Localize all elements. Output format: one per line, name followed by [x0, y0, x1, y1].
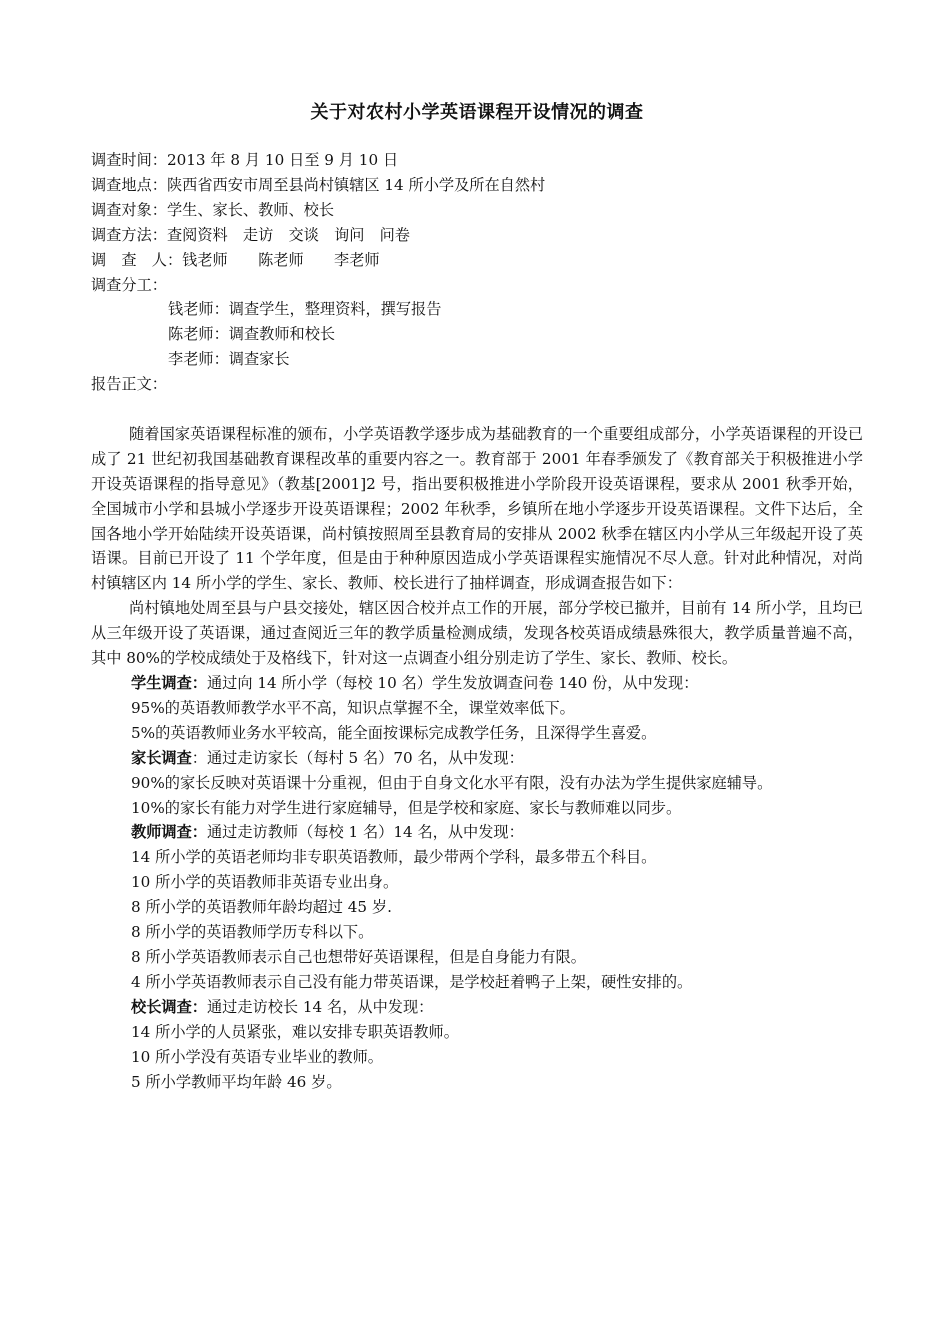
survey-method: 调查方法：查阅资料 走访 交谈 询问 问卷 — [91, 225, 410, 244]
student-survey-heading — [91, 671, 863, 696]
student-survey-label: 学生调查： — [131, 674, 207, 693]
principal-finding: 14 所小学的人员紧张，难以安排专职英语教师。 — [131, 1022, 459, 1041]
student-survey-intro: 通过向 14 所小学（每校 10 名）学生发放调查问卷 140 份，从中发现： — [206, 674, 699, 693]
body-paragraph-2: 尚村镇地处周至县与户县交接处，辖区因合校并点工作的开展，部分学校已撤并，目前有 14 所小学，且均已从三年级开设了英语课，通过查阅近三年的教学质量检测成绩，发现各校英语成绩悬殊很大，教学质量普遍不高，其中 80%的学校成绩处于及格线下，针对这一点调查小组分别走访了学生、家长、教师、校长。 — [91, 599, 863, 668]
survey-time: 调查时间：2013 年 8 月 10 日至 9 月 10 日 — [91, 151, 399, 169]
division-item: 李老师：调查家长 — [168, 350, 290, 369]
body-paragraph-1: 随着国家英语课程标准的颁布，小学英语教学逐步成为基础教育的一个重要组成部分，小学英语课程的开设已成了 21 世纪初我国基础教育课程改革的重要内容之一。教育部于 2001 年春季颁发了《教育部关于积极推进小学开设英语课程的指导意见》（教基[2001]2 号，指出要积极推进小学阶段开设英语课程，要求从 2001 秋季开始，全国城市小学和县城小学逐步开设英语课程；2002 年秋季，乡镇所在地小学逐步开设英语课程。文件下达后，全国各地小学开始陆续开设英语课，尚村镇按照周至县教育局的安排从 2002 秋季在辖区内小学从三年级起开设了英语课。目前已开设了 11 个学年度，但是由于种种原因造成小学英语课程实施情况不尽人意。针对此种情况，对尚村镇辖区内 14 所小学的学生、家长、教师、校长进行了抽样调查，形成调查报告如下： — [91, 424, 863, 593]
teacher-survey-label: 教师调查： — [131, 823, 207, 842]
spacer — [91, 397, 863, 422]
survey-place: 调查地点：陕西省西安市周至县尚村镇辖区 14 所小学及所在自然村 — [91, 175, 546, 194]
teacher-finding: 8 所小学英语教师表示自己也想带好英语课程，但是自身能力有限。 — [131, 947, 586, 966]
teacher-survey-intro: 通过走访教师（每校 1 名）14 名，从中发现： — [206, 823, 524, 842]
document-page — [91, 100, 863, 1094]
parent-survey-intro: ：通过走访家长（每村 5 名）70 名，从中发现： — [191, 748, 524, 767]
principal-survey-label: 校长调查： — [131, 997, 207, 1016]
survey-investigators: 调 查 人：钱老师 陈老师 李老师 — [91, 250, 380, 269]
document-title: 关于对农村小学英语课程开设情况的调查 — [310, 102, 644, 123]
teacher-finding: 8 所小学的英语教师学历专科以下。 — [131, 923, 374, 942]
parent-survey-heading — [91, 746, 863, 771]
principal-survey-intro: 通过走访校长 14 名，从中发现： — [206, 997, 434, 1016]
teacher-finding: 14 所小学的英语老师均非专职英语教师，最少带两个学科，最多带五个科目。 — [131, 848, 657, 867]
survey-objects: 调查对象：学生、家长、教师、校长 — [91, 200, 334, 219]
principal-finding: 5 所小学教师平均年龄 46 岁。 — [131, 1072, 342, 1091]
student-finding: 95%的英语教师教学水平不高，知识点掌握不全，课堂效率低下。 — [131, 698, 575, 717]
division-item: 钱老师：调查学生，整理资料，撰写报告 — [168, 300, 442, 319]
parent-finding: 90%的家长反映对英语课十分重视，但由于自身文化水平有限，没有办法为学生提供家庭辅导。 — [131, 773, 773, 792]
teacher-finding: 4 所小学英语教师表示自己没有能力带英语课，是学校赶着鸭子上架，硬性安排的。 — [131, 972, 693, 991]
parent-survey-label: 家长调查 — [131, 748, 192, 767]
division-label: 调查分工： — [91, 275, 167, 294]
teacher-finding: 10 所小学的英语教师非英语专业出身。 — [131, 873, 399, 892]
division-item: 陈老师：调查教师和校长 — [168, 325, 336, 344]
teacher-finding: 8 所小学的英语教师年龄均超过 45 岁. — [131, 898, 392, 917]
teacher-survey-heading — [91, 820, 863, 845]
principal-finding: 10 所小学没有英语专业毕业的教师。 — [131, 1047, 383, 1066]
student-finding: 5%的英语教师业务水平较高，能全面按课标完成教学任务，且深得学生喜爱。 — [131, 723, 657, 742]
parent-finding: 10%的家长有能力对学生进行家庭辅导，但是学校和家庭、家长与教师难以同步。 — [131, 798, 682, 817]
report-label: 报告正文： — [91, 375, 167, 394]
principal-survey-heading — [91, 995, 863, 1020]
